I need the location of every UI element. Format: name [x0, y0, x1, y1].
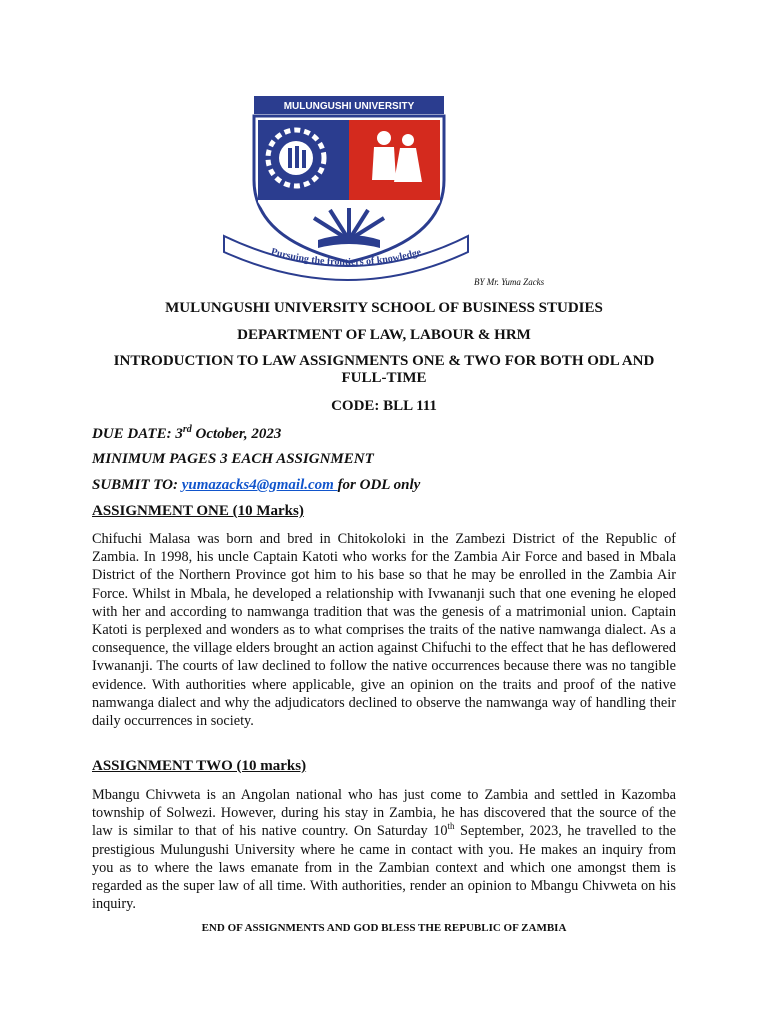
submit-label: SUBMIT TO:	[92, 477, 182, 493]
closing-footer: END OF ASSIGNMENTS AND GOD BLESS THE REPUBLIC OF ZAMBIA	[201, 922, 567, 934]
submit-email-link[interactable]: yumazacks4@gmail.com	[181, 477, 338, 493]
author-byline: BY Mr. Yuma Zacks	[474, 277, 545, 287]
assignment-two-title: ASSIGNMENT TWO (10 marks)	[92, 758, 307, 774]
school-heading: MULUNGUSHI UNIVERSITY SCHOOL OF BUSINESS STUDIES	[165, 300, 603, 316]
university-crest-logo	[218, 90, 470, 282]
submit-rest: for ODL only	[337, 477, 421, 493]
figure-man-icon	[377, 131, 391, 145]
crest-motto-text: Pursuing the frontiers of knowledge	[269, 246, 423, 269]
assignment-two-body-part2: September, 2023, he travelled to the prestigious Mulungushi University where he came in contact with you. He makes an inquiry from you as to where the laws emanate from in the Zambian context and which one amongst them is regarded as the super law of all time. With authorities, render an opinion to Mbangu Chivweta on his inquiry.	[92, 823, 676, 913]
due-date	[92, 424, 281, 443]
assignment-one-title: ASSIGNMENT ONE (10 Marks)	[92, 503, 304, 519]
crest-banner-text: MULUNGUSHI UNIVERSITY	[283, 101, 415, 112]
assignment-one-body: Chifuchi Malasa was born and bred in Chitokoloki in the Zambezi District of the Republic of Zambia. In 1998, his uncle Captain Katoti who works for the Zambia Air Force and based in Mbala District of the Northern Province got him to his base so that he may be enrolled in the Zambia Air Force. Whilst in Mbala, he developed a relationship with Ivwananji such that one evening he eloped with her and according to namwanga tradition that was the genesis of a matrimonial union. Captain Katoti is perplexed and wonders as to what comprises the traits of the native namwanga dialect. As a consequence, the village elders brought an action against Chifuchi to the effect that he has deflowered Ivwananji. The courts of law declined to follow the native occurrences because there was no tangible evidence. With authorities where applicable, give an opinion on the traits and proof of the native namwanga dialect and why the adjudicators declined to observe the namwanga way of handling their daily occurrences in society.	[92, 531, 676, 730]
assignment-two-body	[92, 786, 676, 913]
department-heading: DEPARTMENT OF LAW, LABOUR & HRM	[237, 327, 531, 343]
due-date-rest: October, 2023	[191, 426, 282, 442]
course-heading-line2: FULL-TIME	[341, 370, 427, 386]
minimum-pages: MINIMUM PAGES 3 EACH ASSIGNMENT	[92, 451, 374, 467]
due-date-suffix: rd	[182, 424, 192, 435]
submit-line	[92, 477, 420, 494]
assignment-two-date-suffix: th	[447, 821, 455, 832]
figure-woman-icon	[402, 134, 414, 146]
course-heading-line1: INTRODUCTION TO LAW ASSIGNMENTS ONE & TWO FOR BOTH ODL AND	[113, 353, 655, 369]
course-code: CODE: BLL 111	[331, 398, 437, 414]
course-heading	[90, 353, 678, 387]
due-date-label: DUE DATE: 3	[92, 426, 183, 442]
assignment-two-body-part1: Mbangu Chivweta is an Angolan national who has just come to Zambia and settled in Kazomba township of Solwezi. However, during his stay in Zambia, he has discovered that the source of the law is similar to that of his native country. On Saturday 10	[92, 787, 676, 840]
